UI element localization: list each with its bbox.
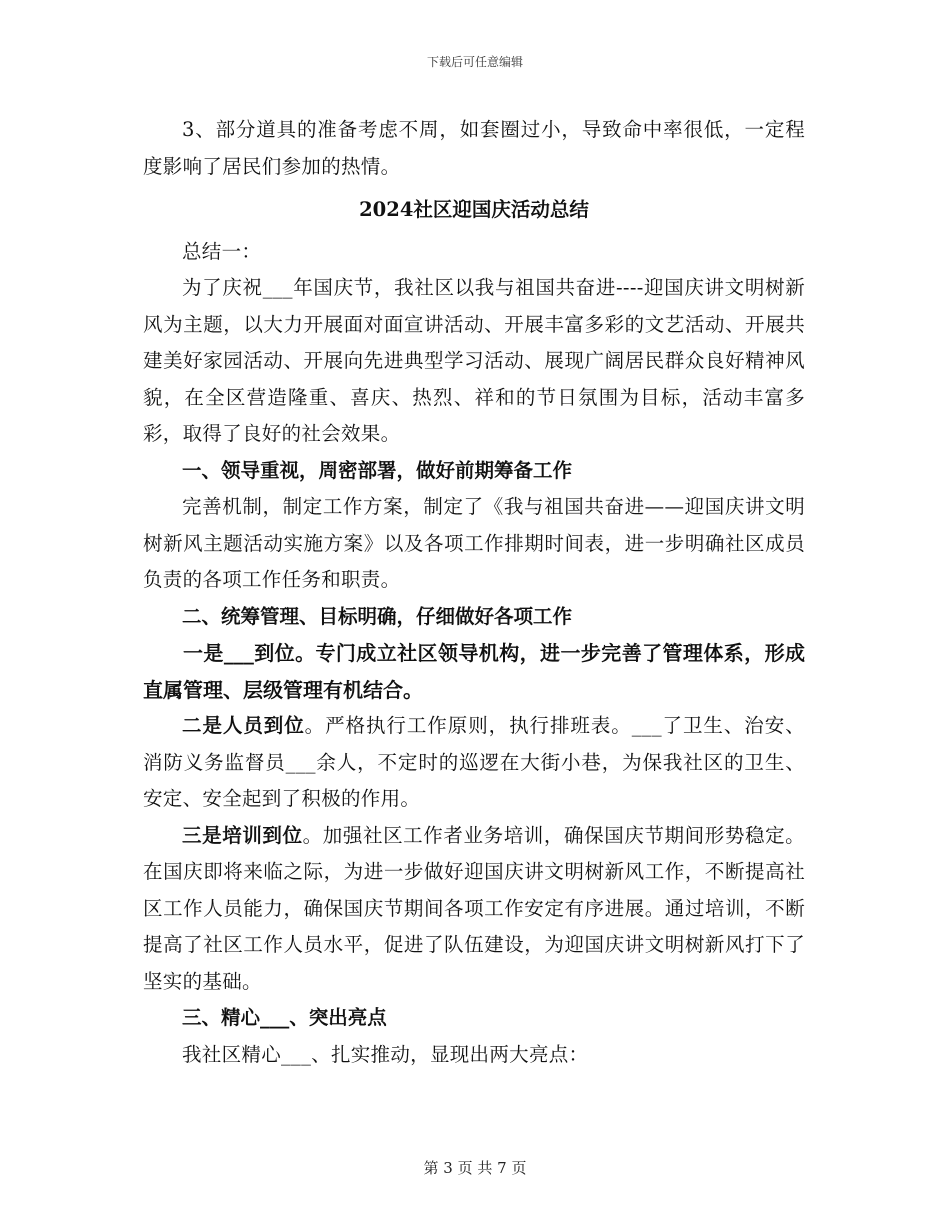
paragraph-1: 为了庆祝___年国庆节，我社区以我与祖国共奋进----迎国庆讲文明树新风为主题，以大力开展面对面宣讲活动、开展丰富多彩的文艺活动、开展共建美好家园活动、开展向先进典型学习活动、展现广阔居民群众良好精神风貌，在全区营造隆重、喜庆、热烈、祥和的节日氛围为目标，活动丰富多彩，取得了良好的社会效果。 — [143, 276, 805, 445]
intro-paragraph: 3、部分道具的准备考虑不周，如套圈过小，导致命中率很低，一定程度影响了居民们参加的热情。 — [143, 118, 805, 178]
document-body — [143, 112, 805, 1073]
paragraph-2: 完善机制，制定工作方案，制定了《我与祖国共奋进——迎国庆讲文明树新风主题活动实施方案》以及各项工作排期时间表，进一步明确社区成员负责的各项工作任务和职责。 — [143, 495, 805, 591]
page-header-note: 下载后可任意编辑 — [426, 55, 523, 69]
document-title: 2024社区迎国庆活动总结 — [359, 198, 589, 221]
section-heading-1: 一、领导重视，周密部署，做好前期筹备工作 — [182, 458, 573, 482]
paragraph-5-rest: 。加强社区工作者业务培训，确保国庆节期间形势稳定。在国庆即将来临之际，为进一步做好迎国庆讲文明树新风工作，不断提高社区工作人员能力，确保国庆节期间各项工作安定有序进展。通过培训，不断提高了社区工作人员水平，促进了队伍建设，为迎国庆讲文明树新风打下了坚实的基础。 — [143, 823, 805, 993]
paragraph-3: 一是___到位。专门成立社区领导机构，进一步完善了管理体系，形成直属管理、层级管理有机结合。 — [143, 641, 805, 702]
summary-label: 总结一： — [182, 239, 262, 263]
paragraph-4 — [143, 708, 805, 818]
paragraph-5 — [143, 818, 805, 1001]
section-heading-3: 三、精心___、突出亮点 — [182, 1006, 387, 1029]
paragraph-6: 我社区精心___、扎实推动，显现出两大亮点： — [182, 1042, 589, 1066]
paragraph-4-lead: 二是人员到位 — [182, 714, 305, 737]
page-number: 第 3 页 共 7 页 — [423, 1159, 527, 1177]
paragraph-5-lead: 三是培训到位 — [182, 823, 303, 847]
section-heading-2: 二、统筹管理、目标明确，仔细做好各项工作 — [182, 604, 573, 628]
paragraph-4-rest: 。严格执行工作原则，执行排班表。___了卫生、治安、消防义务监督员___余人，不定时的巡逻在大街小巷，为保我社区的卫生、安定、安全起到了积极的作用。 — [143, 714, 805, 810]
